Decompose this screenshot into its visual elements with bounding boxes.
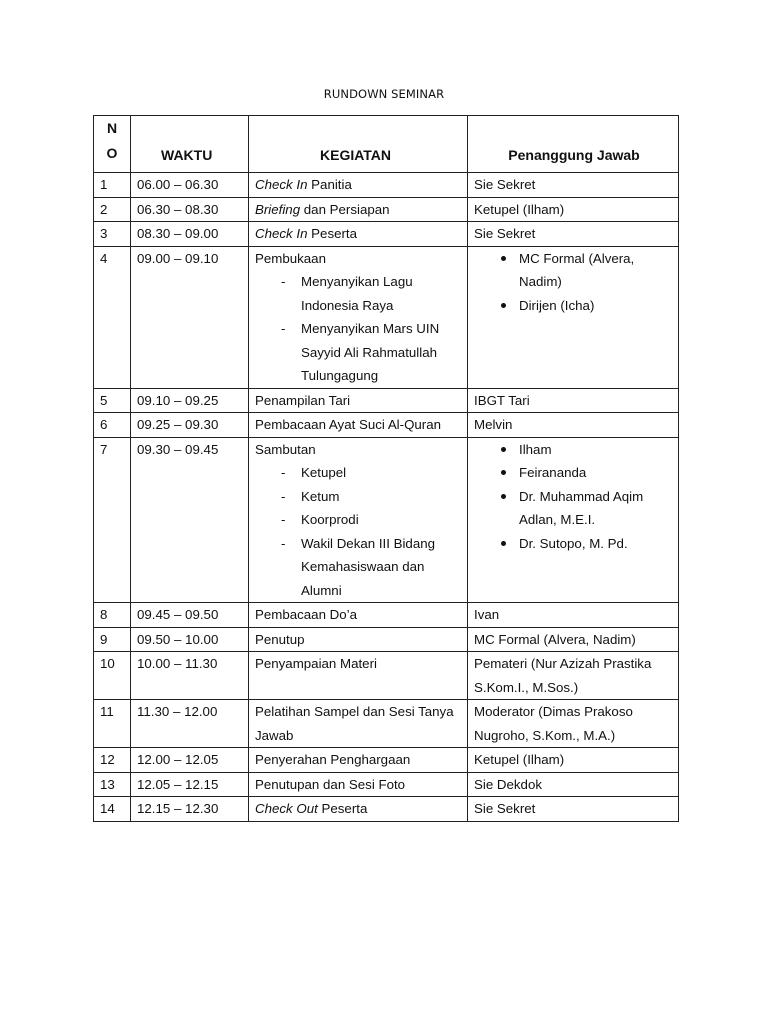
row-responsible xyxy=(468,437,679,603)
row-activity xyxy=(249,603,468,628)
activity-text: Peserta xyxy=(317,801,368,816)
row-responsible: Sie Sekret xyxy=(468,797,679,822)
activity-sub-list xyxy=(255,270,461,388)
row-activity xyxy=(249,413,468,438)
activity-sub-item: - Koorprodi xyxy=(281,508,461,532)
activity-sub-list xyxy=(255,461,461,602)
row-time: 09.45 – 09.50 xyxy=(131,603,249,628)
row-responsible: Ketupel (Ilham) xyxy=(468,748,679,773)
row-responsible: Pemateri (Nur Azizah Prastika S.Kom.I., M.Sos.) xyxy=(468,652,679,700)
rundown-table xyxy=(93,115,679,822)
activity-text: Pelatihan Sampel dan Sesi Tanya Jawab xyxy=(255,704,454,743)
row-time: 08.30 – 09.00 xyxy=(131,222,249,247)
table-row xyxy=(94,197,679,222)
activity-text: Sambutan xyxy=(255,441,316,457)
row-activity xyxy=(249,700,468,748)
row-number: 13 xyxy=(94,772,131,797)
row-time: 12.05 – 12.15 xyxy=(131,772,249,797)
row-number: 10 xyxy=(94,652,131,700)
row-activity xyxy=(249,627,468,652)
row-responsible: Sie Sekret xyxy=(468,222,679,247)
header-no-line1: N xyxy=(106,120,118,136)
activity-sub-item: - Menyanyikan Lagu Indonesia Raya xyxy=(281,270,461,317)
row-time: 10.00 – 11.30 xyxy=(131,652,249,700)
activity-text: Penampilan Tari xyxy=(255,392,351,408)
table-row xyxy=(94,627,679,652)
row-activity xyxy=(249,797,468,822)
row-responsible: Sie Sekret xyxy=(468,173,679,198)
row-activity xyxy=(249,772,468,797)
responsible-list xyxy=(474,247,672,318)
table-row xyxy=(94,413,679,438)
row-activity xyxy=(249,246,468,388)
row-number: 6 xyxy=(94,413,131,438)
table-row xyxy=(94,173,679,198)
row-number: 5 xyxy=(94,388,131,413)
row-responsible xyxy=(468,246,679,388)
row-activity xyxy=(249,222,468,247)
activity-sub-item: - Menyanyikan Mars UIN Sayyid Ali Rahmatullah Tulungagung xyxy=(281,317,461,388)
activity-text: Penyampaian Materi xyxy=(255,656,377,671)
responsible-item: Ilham xyxy=(498,438,672,462)
table-header-row xyxy=(94,116,679,173)
row-number: 12 xyxy=(94,748,131,773)
table-row xyxy=(94,437,679,603)
header-penanggung-jawab: Penanggung Jawab xyxy=(468,116,679,173)
header-no xyxy=(94,116,131,173)
row-activity xyxy=(249,748,468,773)
row-time: 09.00 – 09.10 xyxy=(131,246,249,388)
activity-text: Pembacaan Ayat Suci Al-Quran xyxy=(255,417,442,432)
activity-text: dan Persiapan xyxy=(300,201,390,217)
responsible-item: Dr. Sutopo, M. Pd. xyxy=(498,532,672,556)
row-activity xyxy=(249,652,468,700)
row-time: 06.00 – 06.30 xyxy=(131,173,249,198)
row-activity xyxy=(249,197,468,222)
row-number: 11 xyxy=(94,700,131,748)
activity-text: Pembacaan Do’a xyxy=(255,607,358,622)
header-waktu: WAKTU xyxy=(131,116,249,173)
row-responsible: Melvin xyxy=(468,413,679,438)
responsible-item: Feirananda xyxy=(498,461,672,485)
row-responsible: MC Formal (Alvera, Nadim) xyxy=(468,627,679,652)
responsible-item: Dr. Muhammad Aqim Adlan, M.E.I. xyxy=(498,485,672,532)
table-row xyxy=(94,652,679,700)
activity-text: Penutupan dan Sesi Foto xyxy=(255,776,406,792)
row-time: 09.30 – 09.45 xyxy=(131,437,249,603)
row-responsible: IBGT Tari xyxy=(468,388,679,413)
activity-text: Peserta xyxy=(307,226,358,241)
row-number: 14 xyxy=(94,797,131,822)
row-number: 4 xyxy=(94,246,131,388)
activity-text: Panitia xyxy=(307,177,352,192)
row-responsible: Sie Dekdok xyxy=(468,772,679,797)
row-activity xyxy=(249,388,468,413)
row-number: 7 xyxy=(94,437,131,603)
row-time: 09.10 – 09.25 xyxy=(131,388,249,413)
activity-text: Penutup xyxy=(255,631,305,647)
row-time: 09.50 – 10.00 xyxy=(131,627,249,652)
row-responsible: Ivan xyxy=(468,603,679,628)
responsible-item: MC Formal (Alvera, Nadim) xyxy=(498,247,672,294)
activity-text: Pembukaan xyxy=(255,250,326,266)
activity-sub-item: - Wakil Dekan III Bidang Kemahasiswaan dan Alumni xyxy=(281,532,461,603)
table-row xyxy=(94,772,679,797)
row-time: 06.30 – 08.30 xyxy=(131,197,249,222)
table-body xyxy=(94,173,679,822)
table-row xyxy=(94,603,679,628)
row-number: 3 xyxy=(94,222,131,247)
row-responsible: Ketupel (Ilham) xyxy=(468,197,679,222)
row-number: 8 xyxy=(94,603,131,628)
activity-italic-term: Check In xyxy=(255,226,308,241)
responsible-item: Dirijen (Icha) xyxy=(498,294,672,318)
activity-text: Penyerahan Penghargaan xyxy=(255,752,411,767)
table-row xyxy=(94,700,679,748)
activity-sub-item: - Ketum xyxy=(281,485,461,509)
table-row xyxy=(94,748,679,773)
row-time: 09.25 – 09.30 xyxy=(131,413,249,438)
table-row xyxy=(94,797,679,822)
row-time: 11.30 – 12.00 xyxy=(131,700,249,748)
table-row xyxy=(94,246,679,388)
header-kegiatan: KEGIATAN xyxy=(249,116,468,173)
row-time: 12.15 – 12.30 xyxy=(131,797,249,822)
table-row xyxy=(94,222,679,247)
activity-italic-term: Check In xyxy=(255,177,308,192)
row-time: 12.00 – 12.05 xyxy=(131,748,249,773)
row-activity xyxy=(249,173,468,198)
page-title: RUNDOWN SEMINAR xyxy=(323,87,445,101)
row-activity xyxy=(249,437,468,603)
header-no-line2: O xyxy=(106,145,118,161)
activity-italic-term: Briefing xyxy=(255,201,301,217)
row-number: 1 xyxy=(94,173,131,198)
row-responsible: Moderator (Dimas Prakoso Nugroho, S.Kom., M.A.) xyxy=(468,700,679,748)
responsible-list xyxy=(474,438,672,556)
activity-italic-term: Check Out xyxy=(255,801,318,816)
row-number: 2 xyxy=(94,197,131,222)
row-number: 9 xyxy=(94,627,131,652)
activity-sub-item: - Ketupel xyxy=(281,461,461,485)
table-row xyxy=(94,388,679,413)
